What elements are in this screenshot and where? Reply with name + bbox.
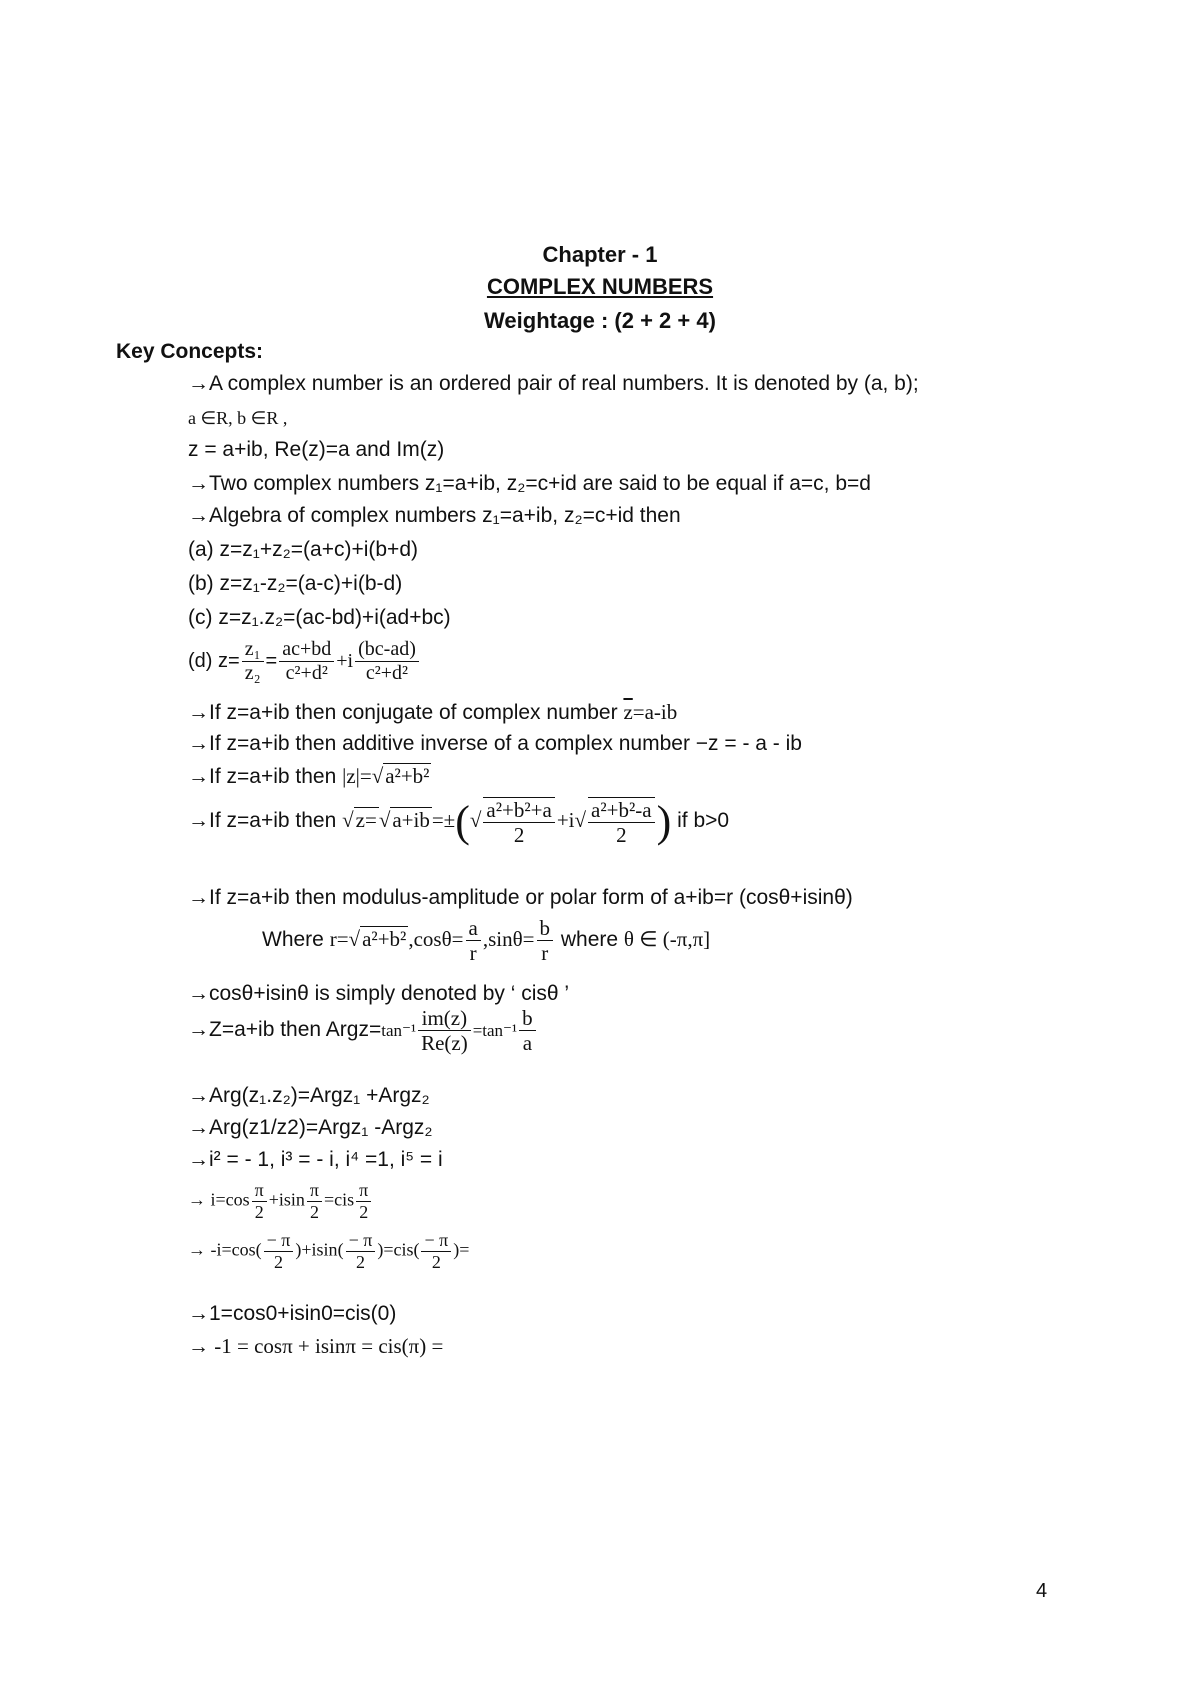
b-numerator: b — [537, 916, 554, 941]
sqrt-z-radicand: z= — [355, 808, 377, 833]
argument-text: →Z=a+ib then Argz= — [188, 1018, 382, 1042]
pi-over-2-b — [307, 1180, 322, 1222]
im-over-re — [418, 1006, 471, 1055]
modulus-expr: |z|= — [342, 764, 372, 788]
neg-pi-over-2-b — [346, 1230, 376, 1272]
page-number: 4 — [1036, 1580, 1048, 1602]
two-den: 2 — [309, 1201, 319, 1222]
powers-of-i-line: →i² = - 1, i³ = - i, i⁴ =1, i⁵ = i — [188, 1148, 443, 1171]
two-den: 2 — [355, 1251, 365, 1272]
where-sqrt: √a²+b² — [348, 927, 407, 952]
operation-b: (b) z=z₁-z₂=(a-c)+i(b-d) — [188, 572, 403, 595]
where-cos: ,cosθ= — [408, 927, 464, 952]
arg-quotient-line: →Arg(z1/z2)=Argz₁ -Argz₂ — [188, 1116, 433, 1139]
sqrt-z: √z= — [342, 808, 377, 833]
definition-z: z = a+ib, Re(z)=a and Im(z) — [188, 438, 445, 461]
conjugate-text: →If z=a+ib then conjugate of complex number — [188, 701, 618, 724]
b-over-a — [519, 1006, 536, 1055]
r-denominator-1: r — [469, 941, 477, 966]
one-polar-line: →1=cos0+isin0=cis(0) — [188, 1302, 397, 1325]
condition: if b>0 — [677, 809, 730, 833]
two-den: 2 — [431, 1251, 441, 1272]
real-numerator: ac+bd — [279, 638, 334, 662]
algebra-line: →Algebra of complex numbers z₁=a+ib, z₂=c+id then — [188, 504, 681, 527]
a-den: a — [522, 1031, 533, 1056]
operation-c: (c) z=z₁.z₂=(ac-bd)+i(ad+bc) — [188, 606, 451, 629]
real-denominator: c²+d² — [285, 662, 328, 684]
sqrt-fraction-2 — [588, 797, 655, 847]
mi-cis-text: =cis — [383, 1239, 414, 1260]
where-radicand: a²+b² — [362, 927, 407, 952]
plus-i: +i — [336, 649, 354, 672]
mi-isin-text: +isin — [301, 1239, 338, 1260]
theta-range: θ ∈ (-π,π] — [623, 927, 711, 952]
conjugate-z: $\overline{z}$ — [623, 700, 633, 724]
polar-line: →If z=a+ib then modulus-amplitude or polar form of a+ib=r (cosθ+isinθ) — [188, 886, 853, 909]
b-num: b — [519, 1006, 536, 1031]
minus-one-polar-line: → -1 = cosπ + isinπ = cis(π) = — [188, 1334, 444, 1358]
weightage: Weightage : (2 + 2 + 4) — [484, 308, 716, 333]
z1: z₁ — [242, 638, 264, 662]
neg-pi-over-2-a — [264, 1230, 294, 1272]
chapter-label: Chapter - 1 — [542, 242, 658, 267]
sqrt-term-2: √ $\frac{\text{a²+b²-a}}{2}$ — [575, 797, 657, 847]
i-polar-line — [188, 1180, 373, 1222]
re-denominator: Re(z) — [421, 1031, 468, 1056]
sqrt-numerator-2: a²+b²-a — [588, 798, 655, 823]
i-cis-text: =cis — [324, 1189, 355, 1210]
arg-product-line: →Arg(z₁.z₂)=Argz₁ +Argz₂ — [188, 1084, 430, 1107]
z2: z₂ — [244, 662, 261, 684]
imag-denominator: c²+d² — [365, 662, 409, 684]
key-concepts-heading: Key Concepts: — [116, 340, 264, 363]
square-root-text: →If z=a+ib then — [188, 809, 337, 833]
argument-line — [188, 1006, 538, 1055]
operation-a: (a) z=z₁+z₂=(a+c)+i(b+d) — [188, 538, 418, 561]
arctan-1: tan⁻¹ — [381, 1021, 417, 1041]
a-numerator: a — [466, 916, 481, 941]
i-cos-text: → i=cos — [188, 1189, 250, 1210]
page-title: COMPLEX NUMBERS — [486, 274, 714, 299]
im-numerator: im(z) — [418, 1006, 471, 1031]
r-denominator-2: r — [541, 941, 549, 966]
neg-pi-num: − π — [346, 1230, 376, 1252]
right-paren: ) — [656, 797, 672, 846]
conjugate-line — [188, 700, 677, 725]
neg-pi-over-2-c — [421, 1230, 451, 1272]
imag-numerator: (bc-ad) — [355, 638, 419, 662]
b-over-r — [537, 916, 554, 965]
neg-pi-num: − π — [421, 1230, 451, 1252]
definition-domain: a ∈R, b ∈R , — [188, 408, 288, 428]
modulus-sqrt: √a²+b² — [371, 764, 430, 788]
operation-d: (d) z= $\frac{\text{z₁}}{\text{z₂}}$ = $\frac{ac+bd}{\text{c²+d²}}$ +i $\frac{(bc-ad)}{\text{c²+d²}}$ — [188, 638, 421, 685]
pi-num: π — [356, 1180, 371, 1202]
mi-equals: = — [459, 1239, 470, 1260]
sqrt-a-ib-radicand: a+ib — [392, 808, 430, 833]
equality-line: →Two complex numbers z₁=a+ib, z₂=c+id are said to be equal if a=c, b=d — [188, 472, 871, 495]
additive-inverse-line: →If z=a+ib then additive inverse of a complex number −z = - a - ib — [188, 732, 802, 755]
i-isin-text: +isin — [268, 1189, 305, 1210]
sqrt-plus-i: +i — [556, 808, 575, 833]
sqrt-denominator-2: 2 — [616, 823, 627, 848]
where-sin: ,sinθ= — [482, 927, 535, 952]
neg-pi-num: − π — [264, 1230, 294, 1252]
mi-cos-text: → -i=cos — [188, 1239, 256, 1260]
pi-over-2-c — [356, 1180, 371, 1222]
pi-num: π — [252, 1180, 267, 1202]
where-line — [262, 916, 710, 965]
pi-over-2-a — [252, 1180, 267, 1222]
sqrt-numerator-1: a²+b²+a — [483, 798, 554, 823]
operation-d-prefix: (d) z= — [188, 649, 240, 672]
cis-line: →cosθ+isinθ is simply denoted by ‘ cisθ ’ — [188, 982, 570, 1005]
two-den: 2 — [274, 1251, 284, 1272]
minus-i-polar-line: → -i=cos( $\frac{- \pi}{2}$ )+isin( $\frac{- \pi}{2}$ )=cis( $\frac{- \pi}{2}$ )= — [188, 1230, 470, 1272]
modulus-line — [188, 764, 431, 789]
imag-part-fraction — [355, 638, 419, 685]
modulus-radicand: a²+b² — [385, 764, 430, 788]
conjugate-value: =a-ib — [632, 700, 678, 724]
z1-over-z2 — [242, 638, 264, 685]
square-root-line — [188, 796, 729, 847]
sqrt-a-ib: √a+ib — [378, 808, 430, 833]
a-over-r — [466, 916, 481, 965]
definition-line: →A complex number is an ordered pair of real numbers. It is denoted by (a, b); — [188, 372, 919, 395]
where-r: r= — [329, 927, 349, 952]
sqrt-denominator-1: 2 — [513, 823, 525, 848]
sqrt-fraction-1 — [483, 797, 554, 847]
real-part-fraction — [279, 638, 334, 685]
pi-num: π — [307, 1180, 322, 1202]
modulus-text: →If z=a+ib then — [188, 765, 337, 788]
where-label: Where — [262, 928, 324, 952]
two-den: 2 — [359, 1201, 369, 1222]
where-text: where — [560, 928, 619, 952]
plus-minus: =± — [431, 808, 456, 833]
arctan-2: =tan⁻¹ — [472, 1021, 518, 1041]
sqrt-term-1: √ $\frac{\text{a²+b²+a}}{2}$ — [470, 797, 557, 847]
two-den: 2 — [254, 1201, 264, 1222]
left-paren: ( — [455, 797, 470, 846]
